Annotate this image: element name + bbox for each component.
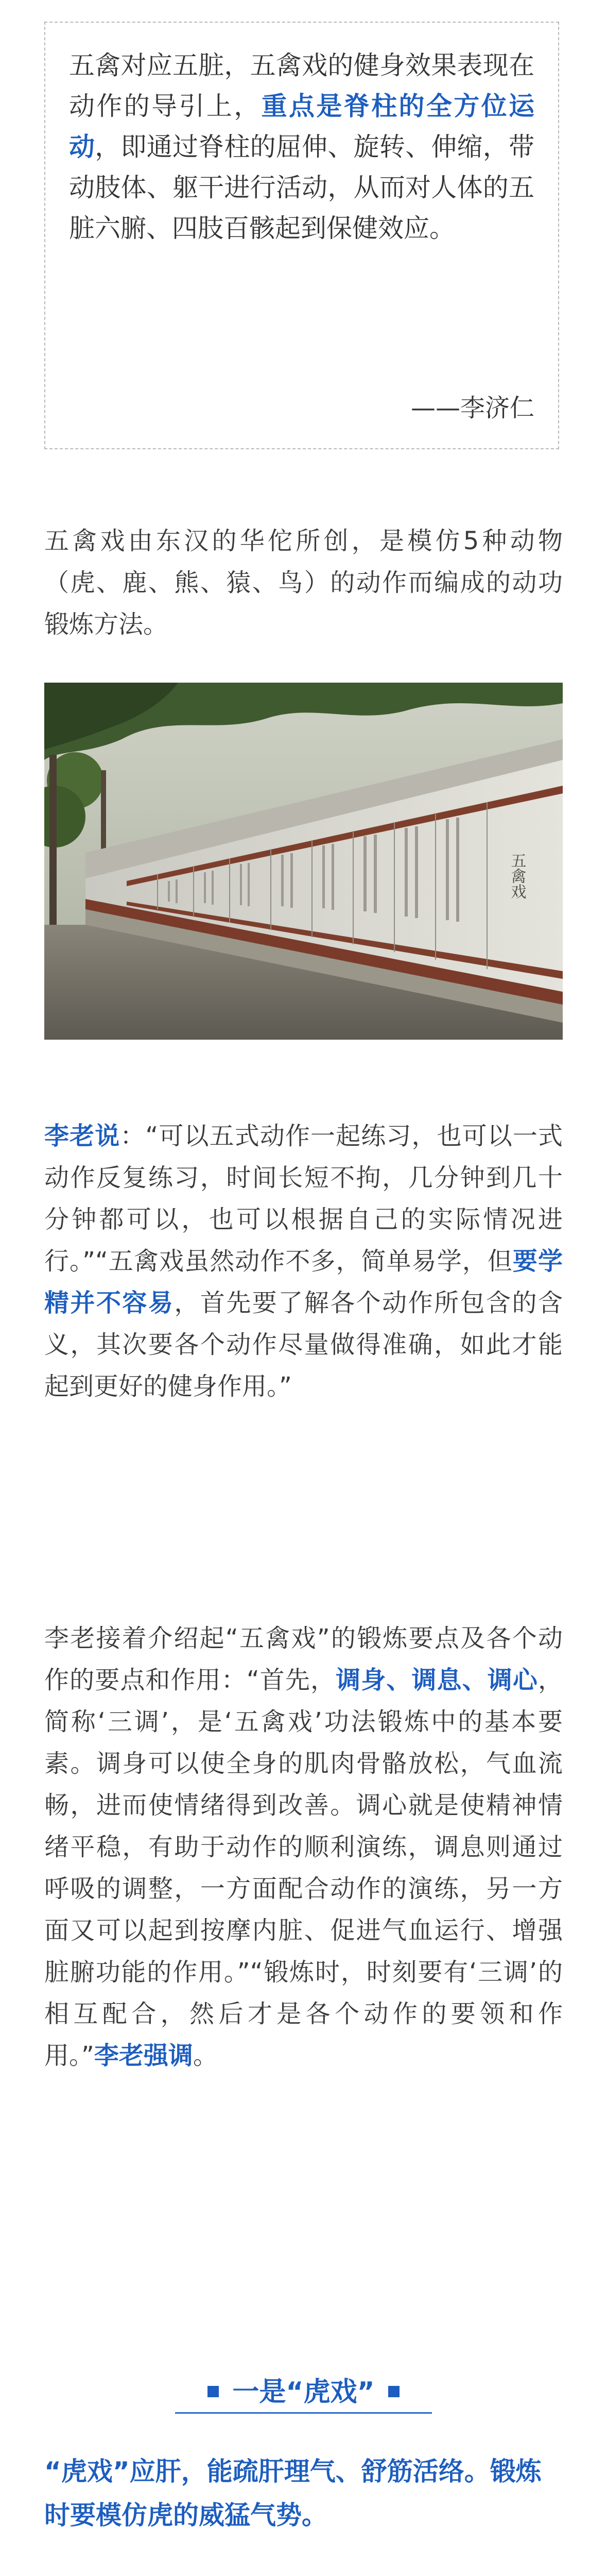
section-title-tiger <box>0 2370 607 2409</box>
para1-highlight: 要学精并不容易 <box>44 1247 563 1317</box>
para2-speaker-end: 李老强调 <box>94 2041 193 2070</box>
para2-highlight: 调身、调息、调心 <box>336 1666 538 1694</box>
quote-box <box>44 22 559 449</box>
speaker-li: 李老说 <box>44 1122 120 1150</box>
quote-text-end: ，即通过脊柱的屈伸、旋转、伸缩，带动肢体、躯干进行活动，从而对人体的五脏六腑、四肢百骸起到保健效应。 <box>69 132 535 243</box>
wuqinxi-stone-wall-photo <box>44 683 563 1040</box>
paragraph-li-says <box>44 1115 563 1408</box>
para1-text-start: ：“可以五式动作一起练习，也可以一式动作反复练习，时间长短不拘，几分钟到几十分钟都可以，也可以根据自己的实际情况进行。”“五禽戏虽然动作不多，简单易学，但 <box>44 1122 563 1276</box>
quote-author: ——李济仁 <box>410 394 534 422</box>
para2-text-middle: ，简称‘三调’，是‘五禽戏’功法锻炼中的基本要素。调身可以使全身的肌肉骨骼放松，气血流畅，进而使情绪得到改善。调心就是使精神情绪平稳，有助于动作的顺利演练，调息则通过呼吸的调整，一方面配合动作的演练，另一方面又可以起到按摩内脏、促进气血运行、增强脏腑功能的作用。”“锻炼时，时刻要有‘三调’的相互配合，然后才是各个动作的要领和作用。” <box>44 1666 563 2070</box>
square-bullet-icon <box>207 2386 219 2397</box>
section-title-underline <box>175 2412 432 2414</box>
para2-text-start: 李老接着介绍起“五禽戏”的锻炼要点及各个动作的要点和作用：“首先， <box>44 1624 563 1694</box>
intro-paragraph: 五禽戏由东汉的华佗所创，是模仿5种动物（虎、鹿、熊、猿、鸟）的动作而编成的动功锻炼方法。 <box>44 527 563 639</box>
quote-text-start: 五禽对应五脏，五禽戏的健身效果表现在动作的导引上， <box>69 50 534 121</box>
section-title-text: 一是“虎戏” <box>232 2377 375 2408</box>
paragraph-three-regulations <box>44 1618 563 2077</box>
square-bullet-icon <box>388 2386 400 2397</box>
quote-highlight: 重点是脊柱的全方位运动 <box>69 91 534 162</box>
para2-period: 。 <box>193 2041 218 2070</box>
section-subtitle-tiger: “虎戏”应肝，能疏肝理气、舒筋活络。锻炼时要模仿虎的威猛气势。 <box>44 2456 542 2530</box>
plaque-text: 五禽戏 <box>508 853 526 899</box>
para1-text-end: ，首先要了解各个动作所包含的含义，其次要各个动作尽量做得准确，如此才能起到更好的健身作用。” <box>44 1289 563 1401</box>
quote-text <box>69 45 534 249</box>
